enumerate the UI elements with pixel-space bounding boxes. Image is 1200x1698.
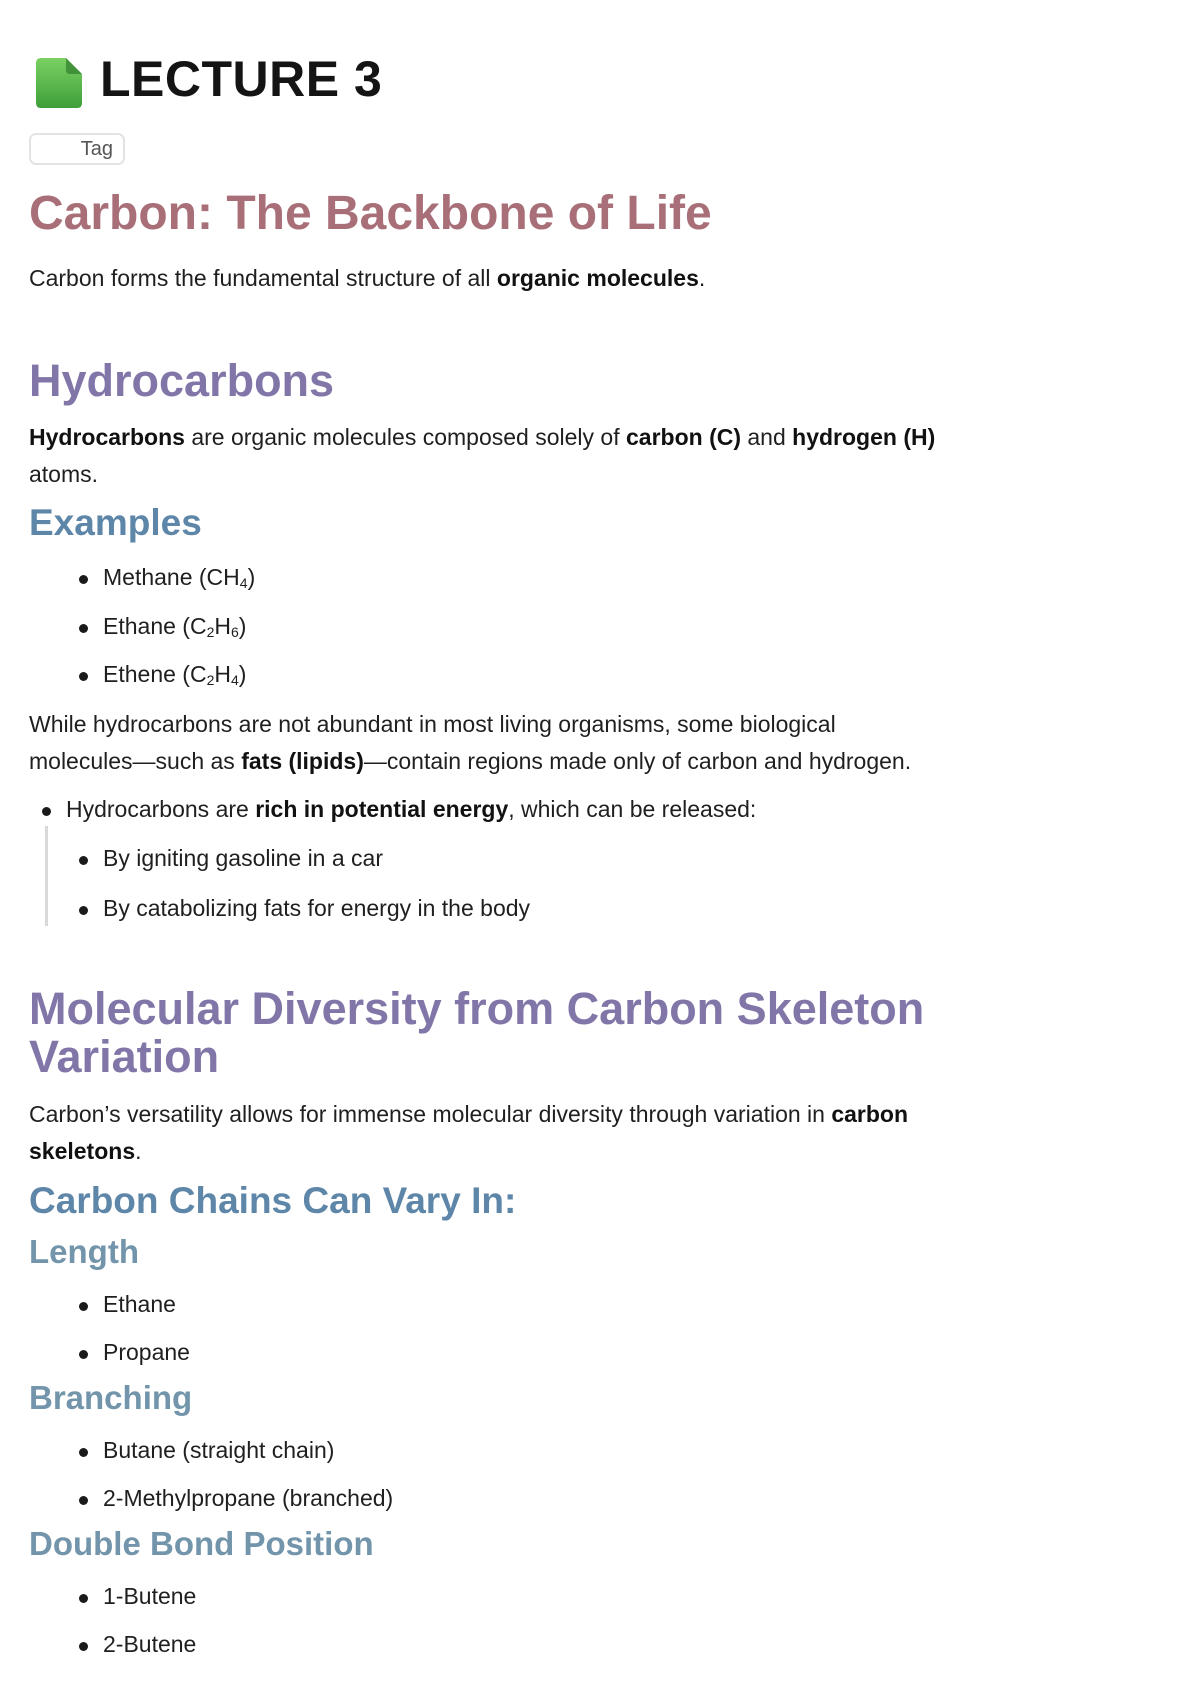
- list-item: By catabolizing fats for energy in the body: [103, 895, 531, 921]
- list-item: Ethene $(C_2H_4)$: [103, 661, 247, 688]
- section-heading-carbon: Carbon: The Backbone of Life: [29, 187, 712, 240]
- double-bond-heading: Double Bond Position: [29, 1525, 374, 1562]
- section-heading-hydrocarbons: Hydrocarbons: [29, 355, 335, 406]
- diversity-paragraph-line2: skeletons.: [29, 1138, 142, 1164]
- tag-property[interactable]: [29, 133, 125, 165]
- lipids-paragraph-line2: molecules—such as fats (lipids)—contain regions made only of carbon and hydrogen.: [29, 748, 912, 774]
- page-icon: [36, 58, 82, 108]
- hydrocarbons-definition-cont: atoms.: [29, 461, 99, 487]
- length-heading: Length: [29, 1233, 139, 1270]
- nested-list-indent-bar: [45, 826, 48, 926]
- list-item: 1-Butene: [103, 1583, 197, 1609]
- examples-heading: Examples: [29, 502, 202, 543]
- list-item: Ethane $(C_2H_6)$: [103, 613, 247, 640]
- list-item: 2-Butene: [103, 1631, 197, 1657]
- diversity-paragraph-line1: Carbon’s versatility allows for immense molecular diversity through variation in carbon: [29, 1101, 909, 1127]
- branching-heading: Branching: [29, 1379, 193, 1416]
- list-item: Butane (straight chain): [103, 1437, 335, 1463]
- list-item: By igniting gasoline in a car: [103, 845, 383, 871]
- hydrocarbons-definition: Hydrocarbons are organic molecules composed solely of carbon (C) and hydrogen (H): [29, 424, 936, 450]
- page-title: LECTURE 3: [100, 51, 383, 107]
- list-item: Propane: [103, 1339, 190, 1365]
- intro-paragraph: Carbon forms the fundamental structure of all organic molecules.: [29, 265, 706, 291]
- lipids-paragraph-line1: While hydrocarbons are not abundant in most living organisms, some biological: [29, 711, 836, 737]
- list-item: Ethane: [103, 1291, 176, 1317]
- section-heading-diversity-line1: Molecular Diversity from Carbon Skeleton: [29, 983, 925, 1034]
- section-heading-diversity-line2: Variation: [29, 1031, 220, 1082]
- list-item: Hydrocarbons are rich in potential energy, which can be released:: [66, 796, 757, 822]
- list-item: Methane $(CH_4)$: [103, 564, 256, 591]
- chains-heading: Carbon Chains Can Vary In:: [29, 1180, 517, 1221]
- list-item: 2-Methylpropane (branched): [103, 1485, 394, 1511]
- tag-label: Tag: [80, 138, 113, 160]
